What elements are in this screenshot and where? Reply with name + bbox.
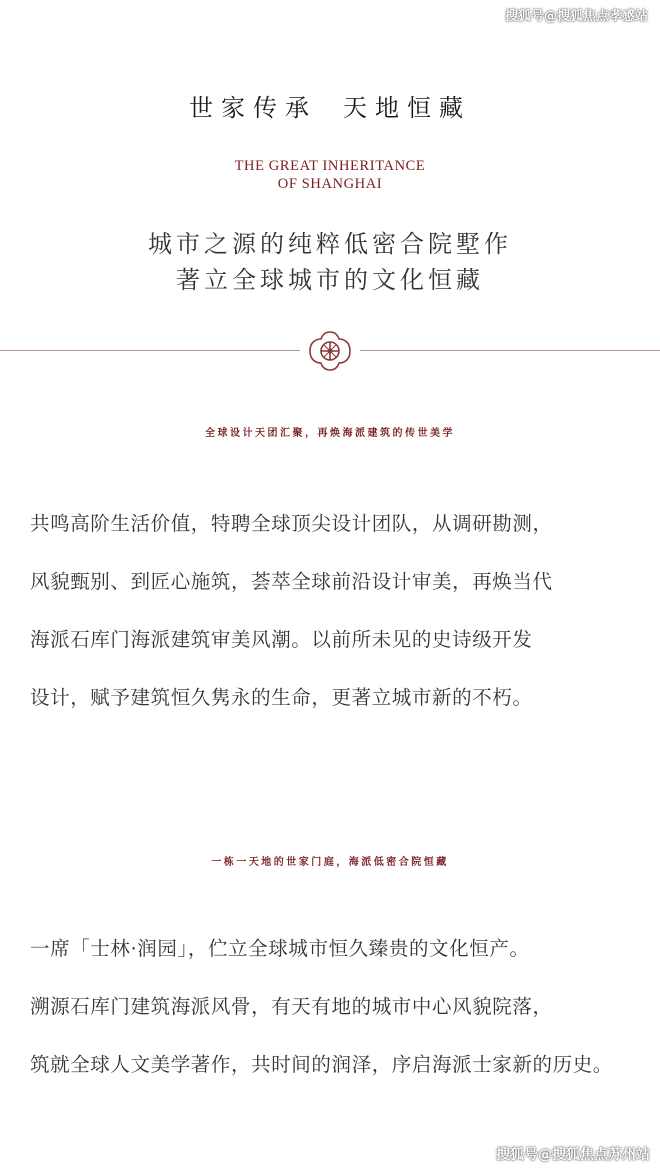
- paragraph-line: 设计，赋予建筑恒久隽永的生命，更著立城市新的不朽。: [30, 686, 533, 709]
- divider-line-left: [0, 350, 300, 351]
- divider-line-right: [360, 350, 660, 351]
- paragraph-line: 共鸣高阶生活价值，特聘全球顶尖设计团队，从调研勘测，: [30, 512, 553, 535]
- subtitle-line-2: 著立全球城市的文化恒藏: [176, 266, 484, 294]
- english-title: [0, 157, 660, 193]
- page-title: [0, 88, 660, 123]
- section-heading-courtyard: 一栋一天地的世家门庭，海派低密合院恒藏: [211, 857, 449, 868]
- subtitle-line-1: 城市之源的纯粹低密合院墅作: [148, 230, 512, 258]
- paragraph-line: 筑就全球人文美学著作，共时间的润泽，序启海派士家新的历史。: [30, 1053, 613, 1076]
- paragraph-line: 溯源石库门建筑海派风骨，有天有地的城市中心风貌院落，: [30, 995, 553, 1018]
- title-part-2: 天地恒藏: [343, 94, 471, 122]
- section-heading-design: 全球设计天团汇聚，再焕海派建筑的传世美学: [205, 428, 455, 439]
- subtitle: [0, 226, 660, 298]
- paragraph-line: 风貌甄别、到匠心施筑，荟萃全球前沿设计审美，再焕当代: [30, 570, 553, 593]
- ornament-emblem-icon: [308, 330, 352, 372]
- watermark-top: 搜狐号@搜狐焦点孝感站: [504, 9, 648, 24]
- paragraph-line: 海派石库门海派建筑审美风潮。以前所未见的史诗级开发: [30, 628, 533, 651]
- paragraph-line: 一席「士林·润园」，伫立全球城市恒久臻贵的文化恒产。: [30, 937, 530, 960]
- paragraph-design: [30, 495, 640, 727]
- english-title-line-1: THE GREAT INHERITANCE: [234, 158, 426, 174]
- watermark-bottom: 搜狐号@搜狐焦点苏州站: [496, 1147, 650, 1163]
- title-part-1: 世家传承: [189, 94, 317, 122]
- paragraph-courtyard: [30, 920, 640, 1094]
- english-title-line-2: OF SHANGHAI: [277, 176, 383, 192]
